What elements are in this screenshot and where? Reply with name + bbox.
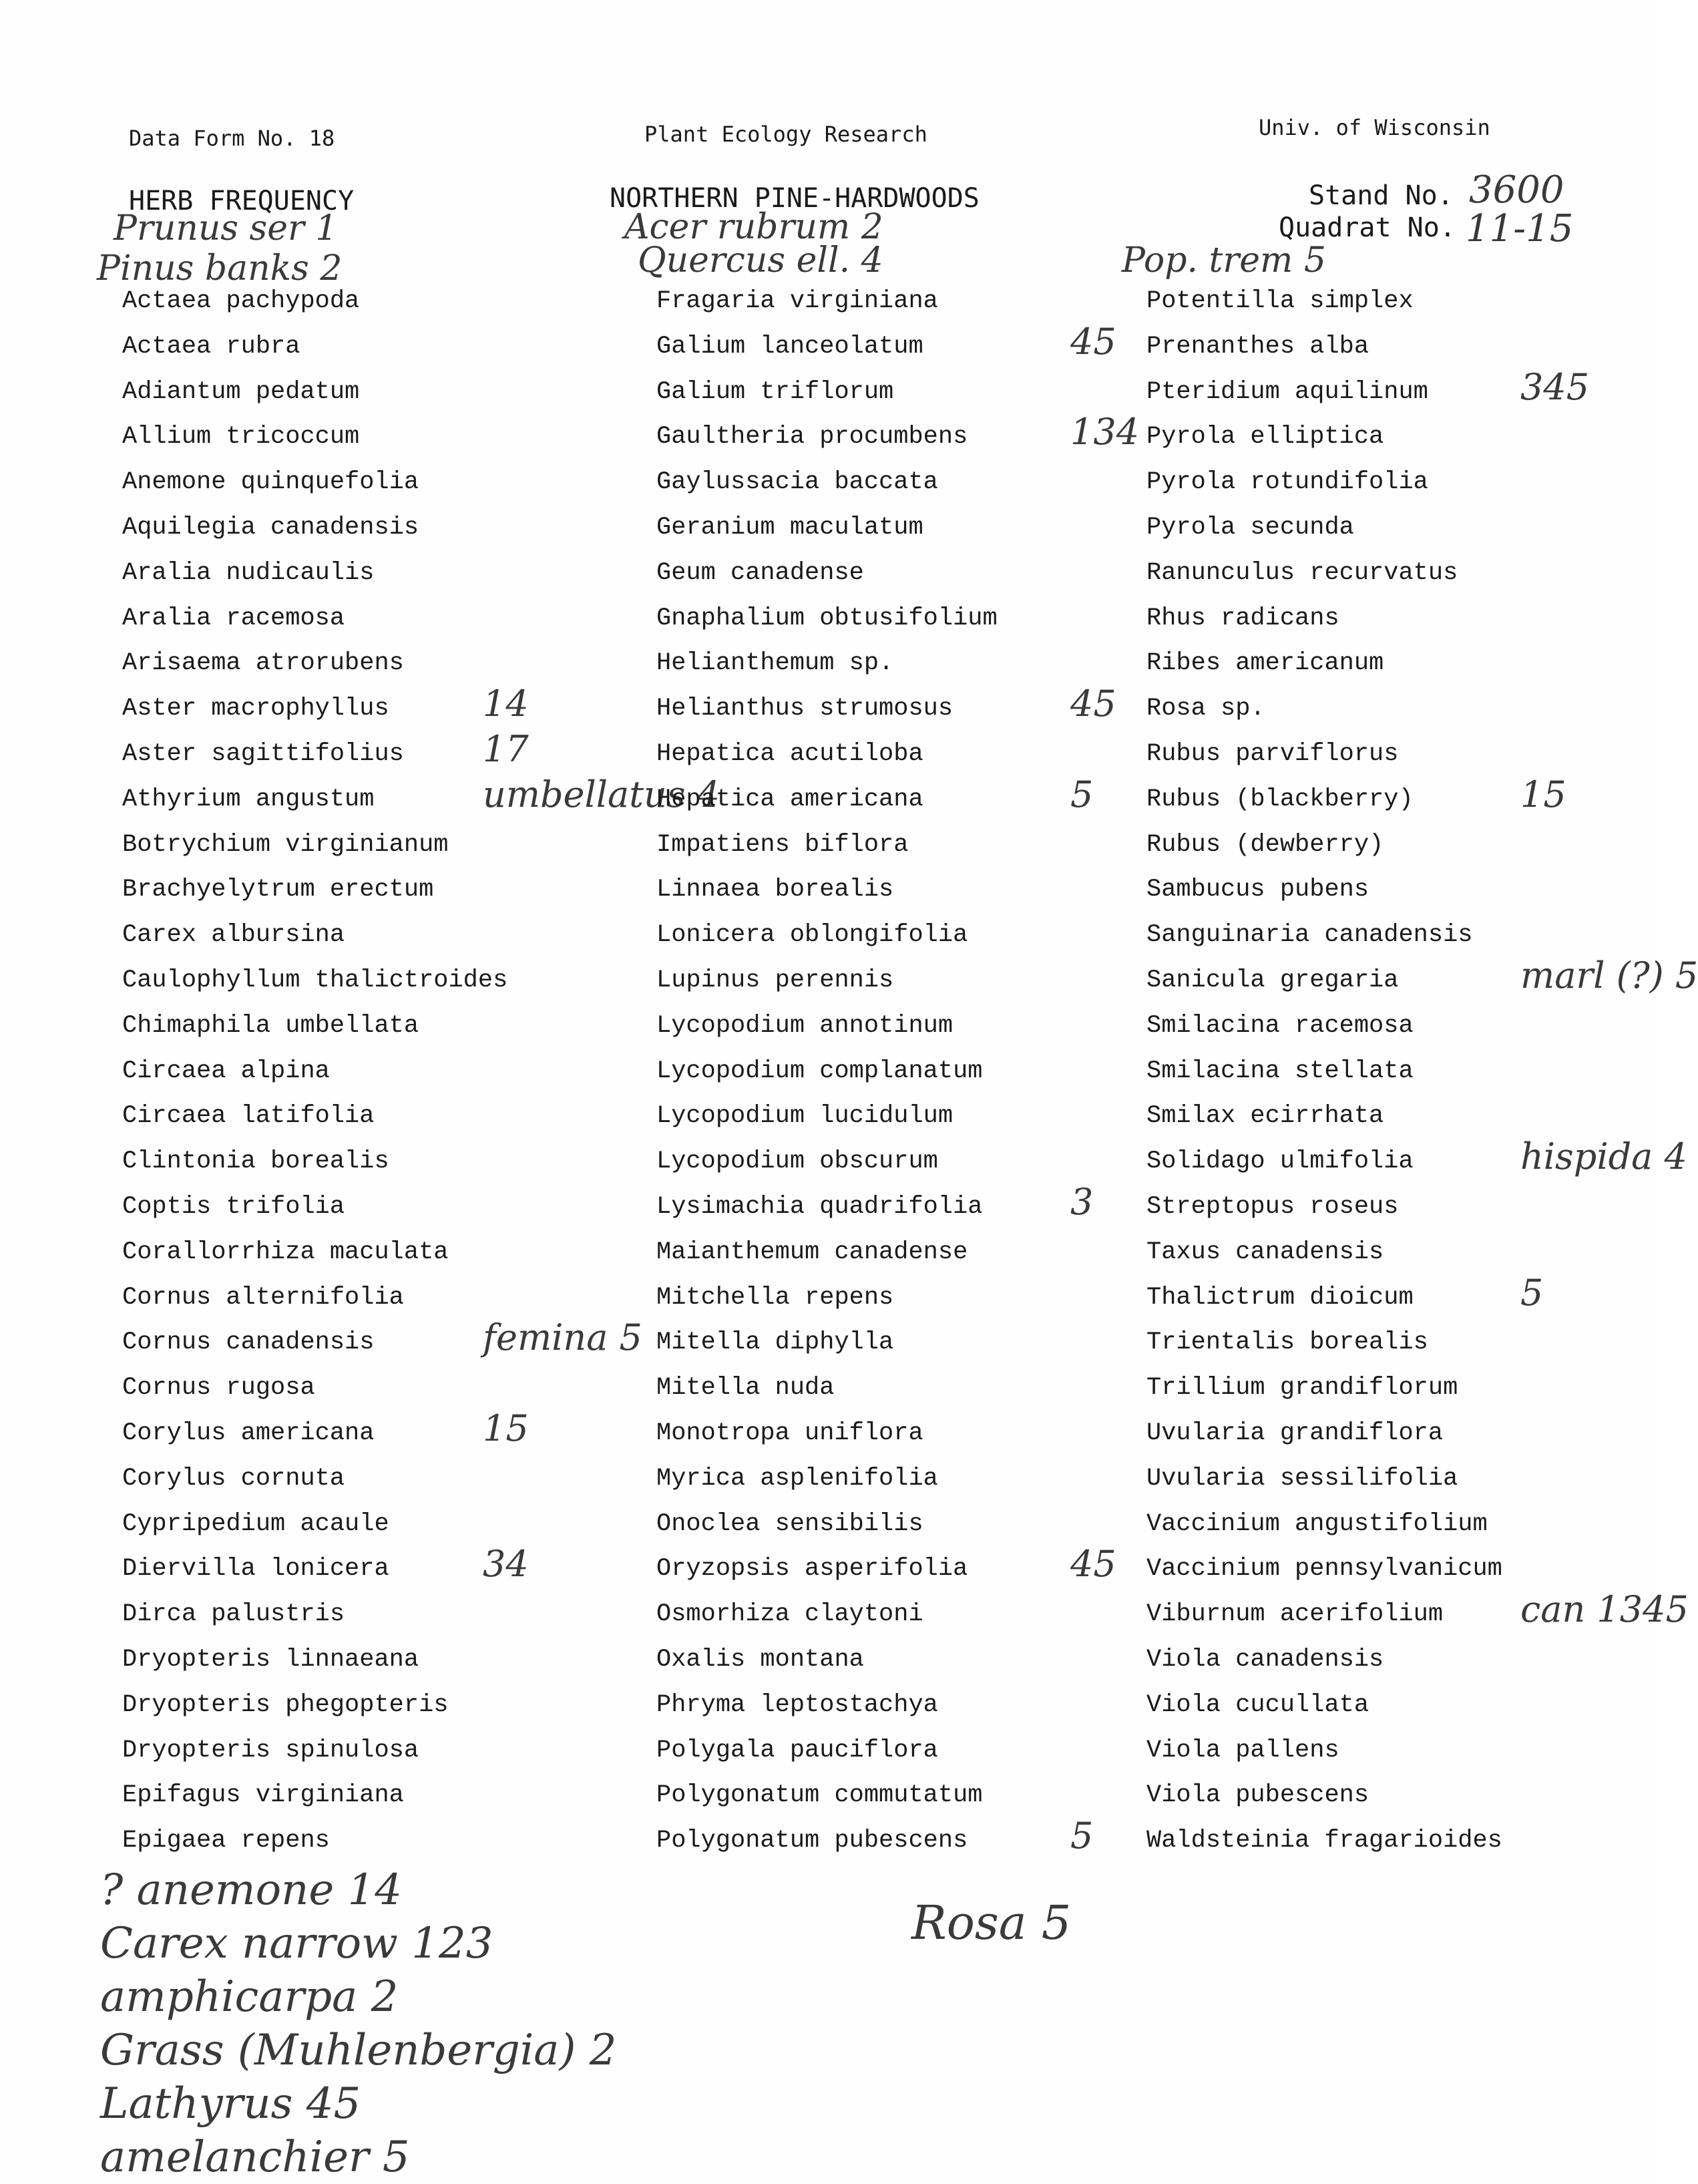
species-row xyxy=(656,1683,1137,1728)
species-name: Dryopteris phegopteris xyxy=(122,1690,449,1719)
species-name: Viola cucullata xyxy=(1146,1690,1369,1719)
frequency-note: 34 xyxy=(483,1543,529,1586)
species-column-3 xyxy=(1146,279,1698,1864)
frequency-note: 14 xyxy=(483,683,529,725)
species-name: Lysimachia quadrifolia xyxy=(656,1192,983,1221)
species-name: Clintonia borealis xyxy=(122,1147,389,1176)
species-name: Mitella diphylla xyxy=(656,1328,894,1357)
species-row xyxy=(122,1366,603,1411)
species-name: Thalictrum dioicum xyxy=(1146,1283,1414,1312)
species-row xyxy=(656,1276,1137,1321)
species-name: Linnaea borealis xyxy=(656,876,894,904)
species-name: Rosa sp. xyxy=(1146,695,1265,723)
species-name: Circaea alpina xyxy=(122,1057,330,1085)
species-row xyxy=(656,596,1137,642)
species-row xyxy=(656,1773,1137,1819)
species-name: Lycopodium complanatum xyxy=(656,1057,983,1085)
stand-value: 3600 xyxy=(1469,168,1564,212)
top-note-left-1: Prunus ser 1 xyxy=(114,208,338,248)
species-row xyxy=(122,596,603,642)
handwritten-addition: Carex narrow 123 xyxy=(100,1919,493,1968)
species-row xyxy=(656,1180,1137,1230)
species-name: Viola pallens xyxy=(1146,1736,1339,1765)
species-name: Rubus parviflorus xyxy=(1146,739,1399,768)
species-row xyxy=(122,1407,603,1457)
species-row xyxy=(656,683,1137,732)
species-row xyxy=(1146,1638,1627,1683)
stand-label: Stand No. xyxy=(1309,180,1454,211)
frequency-note: marl (?) 5 xyxy=(1520,954,1698,996)
frequency-note: 345 xyxy=(1520,365,1590,408)
species-row xyxy=(122,1638,603,1683)
species-name: Myrica asplenifolia xyxy=(656,1464,938,1493)
species-name: Fragaria virginiana xyxy=(656,287,938,315)
species-row xyxy=(656,1543,1137,1592)
species-name: Polygonatum pubescens xyxy=(656,1827,968,1855)
species-name: Monotropa uniflora xyxy=(656,1419,923,1447)
species-row xyxy=(1146,1411,1627,1457)
species-row xyxy=(656,551,1137,596)
species-row xyxy=(122,325,603,370)
species-name: Smilacina racemosa xyxy=(1146,1011,1414,1040)
species-name: Coptis trifolia xyxy=(122,1192,345,1221)
species-row xyxy=(122,913,603,958)
species-name: Hepatica americana xyxy=(656,785,923,813)
species-row xyxy=(656,1638,1137,1683)
species-name: Galium lanceolatum xyxy=(656,332,923,361)
frequency-note: 45 xyxy=(1070,320,1116,363)
species-name: Diervilla lonicera xyxy=(122,1555,389,1584)
species-name: Dryopteris linnaeana xyxy=(122,1645,419,1674)
species-row xyxy=(656,1139,1137,1185)
species-row xyxy=(1146,1135,1687,1185)
species-name: Viola pubescens xyxy=(1146,1781,1369,1810)
species-row xyxy=(122,1773,603,1819)
species-name: Dryopteris spinulosa xyxy=(122,1736,419,1765)
species-name: Trientalis borealis xyxy=(1146,1328,1428,1357)
species-row xyxy=(122,641,603,687)
species-name: Actaea rubra xyxy=(122,332,300,361)
frequency-note: 5 xyxy=(1520,1271,1544,1314)
species-row xyxy=(1146,415,1627,460)
species-row xyxy=(122,1683,603,1728)
species-row xyxy=(122,460,603,506)
species-row xyxy=(1146,868,1627,913)
form-number: Data Form No. 18 xyxy=(129,126,335,151)
species-name: Vaccinium angustifolium xyxy=(1146,1509,1488,1538)
species-name: Mitella nuda xyxy=(656,1374,835,1403)
species-name: Waldsteinia fragarioides xyxy=(1146,1827,1502,1855)
species-row xyxy=(656,1366,1137,1411)
species-row xyxy=(656,411,1140,460)
species-name: Cornus alternifolia xyxy=(122,1283,404,1312)
species-name: Smilax ecirrhata xyxy=(1146,1102,1384,1131)
frequency-note: 5 xyxy=(1070,773,1094,815)
species-name: Lycopodium obscurum xyxy=(656,1147,938,1176)
species-name: Phryma leptostachya xyxy=(656,1690,938,1719)
top-note-left-2: Pinus banks 2 xyxy=(97,248,343,289)
species-name: Vaccinium pennsylvanicum xyxy=(1146,1555,1502,1584)
species-row xyxy=(656,773,1137,823)
species-name: Rubus (blackberry) xyxy=(1146,785,1414,813)
species-name: Pyrola elliptica xyxy=(1146,423,1384,451)
species-name: Arisaema atrorubens xyxy=(122,649,404,678)
species-name: Cornus canadensis xyxy=(122,1328,375,1357)
species-name: Ribes americanum xyxy=(1146,649,1384,678)
species-row xyxy=(122,1139,603,1185)
frequency-note: femina 5 xyxy=(483,1316,642,1359)
species-row xyxy=(122,1049,603,1095)
species-row xyxy=(1146,1502,1627,1548)
species-name: Brachyelytrum erectum xyxy=(122,876,434,904)
species-row xyxy=(122,727,603,777)
frequency-note: 45 xyxy=(1070,683,1116,725)
species-name: Adiantum pedatum xyxy=(122,377,360,406)
species-row xyxy=(1146,913,1627,958)
species-name: Ranunculus recurvatus xyxy=(1146,558,1458,587)
species-name: Oryzopsis asperifolia xyxy=(656,1555,968,1584)
species-row xyxy=(1146,1728,1627,1774)
frequency-note: hispida 4 xyxy=(1520,1135,1687,1178)
species-row xyxy=(1146,506,1627,551)
species-name: Solidago ulmifolia xyxy=(1146,1147,1414,1176)
species-name: Gaylussacia baccata xyxy=(656,468,938,497)
quadrat-label: Quadrat No. xyxy=(1279,212,1456,243)
handwritten-addition: ? anemone 14 xyxy=(100,1865,402,1915)
species-row xyxy=(1146,460,1627,506)
species-row xyxy=(656,868,1137,913)
species-row xyxy=(122,773,720,823)
species-name: Epifagus virginiana xyxy=(122,1781,404,1810)
top-note-center-1: Acer rubrum 2 xyxy=(624,207,883,247)
species-name: Rhus radicans xyxy=(1146,604,1339,632)
species-row xyxy=(1146,687,1627,732)
species-row xyxy=(122,958,603,1004)
handwritten-addition: Lathyrus 45 xyxy=(100,2079,361,2129)
species-row xyxy=(1146,1819,1627,1864)
species-name: Caulophyllum thalictroides xyxy=(122,966,508,994)
species-row xyxy=(656,1230,1137,1276)
species-row xyxy=(1146,773,1627,823)
species-row xyxy=(122,506,603,551)
species-row xyxy=(122,683,603,732)
frequency-note: 5 xyxy=(1070,1815,1094,1857)
species-row xyxy=(1146,551,1627,596)
species-row xyxy=(122,1094,603,1139)
species-name: Oxalis montana xyxy=(656,1645,864,1674)
organization-label: Plant Ecology Research xyxy=(644,122,927,147)
species-row xyxy=(122,1728,603,1774)
species-row xyxy=(656,279,1137,325)
species-name: Galium triflorum xyxy=(656,377,894,406)
species-name: Aralia nudicaulis xyxy=(122,558,375,587)
species-row xyxy=(122,279,603,325)
species-name: Mitchella repens xyxy=(656,1283,894,1312)
frequency-note: 3 xyxy=(1070,1180,1094,1223)
species-column-2 xyxy=(656,279,1140,1864)
species-row xyxy=(122,551,603,596)
species-row xyxy=(656,1049,1137,1095)
species-row xyxy=(122,1819,603,1864)
species-row xyxy=(122,370,603,415)
species-name: Chimaphila umbellata xyxy=(122,1011,419,1040)
frequency-note: 45 xyxy=(1070,1543,1116,1586)
species-row xyxy=(656,1592,1137,1638)
species-row xyxy=(656,320,1137,370)
species-name: Hepatica acutiloba xyxy=(656,739,923,768)
university-label: Univ. of Wisconsin xyxy=(1259,115,1490,140)
species-row xyxy=(1146,1366,1627,1411)
species-name: Sambucus pubens xyxy=(1146,876,1369,904)
species-name: Allium tricoccum xyxy=(122,423,360,451)
handwritten-addition: amelanchier 5 xyxy=(100,2133,410,2182)
species-row xyxy=(656,506,1137,551)
species-row xyxy=(122,823,603,868)
species-row xyxy=(1146,1547,1627,1592)
species-row xyxy=(122,415,603,460)
species-name: Cornus rugosa xyxy=(122,1374,315,1403)
species-row xyxy=(122,1457,603,1502)
species-row xyxy=(1146,325,1627,370)
species-name: Gnaphalium obtusifolium xyxy=(656,604,998,632)
species-name: Botrychium virginianum xyxy=(122,830,449,859)
species-name: Lycopodium lucidulum xyxy=(656,1102,953,1131)
species-row xyxy=(1146,596,1627,642)
species-row xyxy=(1146,1773,1627,1819)
species-row xyxy=(656,913,1137,958)
top-note-center-2: Quercus ell. 4 xyxy=(638,240,883,281)
species-row xyxy=(122,1592,603,1638)
species-row xyxy=(656,1502,1137,1548)
species-name: Potentilla simplex xyxy=(1146,287,1414,315)
species-row xyxy=(1146,1230,1627,1276)
species-name: Aster sagittifolius xyxy=(122,739,404,768)
species-row xyxy=(656,823,1137,868)
species-row xyxy=(656,1728,1137,1774)
handwritten-additions xyxy=(100,1863,616,2184)
species-name: Aralia racemosa xyxy=(122,604,345,632)
species-name: Uvularia grandiflora xyxy=(1146,1419,1444,1447)
species-name: Pyrola secunda xyxy=(1146,513,1354,542)
species-row xyxy=(122,1230,603,1276)
center-title: NORTHERN PINE-HARDWOODS xyxy=(610,183,980,214)
species-name: Pteridium aquilinum xyxy=(1146,377,1428,406)
species-name: Lonicera oblongifolia xyxy=(656,921,968,950)
species-row xyxy=(656,958,1137,1004)
species-name: Geum canadense xyxy=(656,558,864,587)
species-name: Corallorrhiza maculata xyxy=(122,1238,449,1266)
species-row xyxy=(122,1185,603,1230)
frequency-note: 15 xyxy=(1520,773,1566,815)
species-name: Anemone quinquefolia xyxy=(122,468,419,497)
species-row xyxy=(122,1543,603,1592)
species-row xyxy=(122,1004,603,1049)
species-row xyxy=(656,732,1137,777)
species-row xyxy=(1146,1094,1627,1139)
species-row xyxy=(122,1502,603,1548)
species-name: Dirca palustris xyxy=(122,1600,345,1629)
species-row xyxy=(656,1004,1137,1049)
species-row xyxy=(656,1320,1137,1366)
species-row xyxy=(1146,1320,1627,1366)
species-row xyxy=(656,1457,1137,1502)
species-name: Smilacina stellata xyxy=(1146,1057,1414,1085)
species-name: Prenanthes alba xyxy=(1146,332,1369,361)
species-row xyxy=(656,460,1137,506)
species-name: Helianthus strumosus xyxy=(656,695,953,723)
species-name: Sanicula gregaria xyxy=(1146,966,1399,994)
species-name: Maianthemum canadense xyxy=(656,1238,968,1266)
species-name: Viburnum acerifolium xyxy=(1146,1600,1444,1629)
species-row xyxy=(1146,1004,1627,1049)
species-row xyxy=(122,868,603,913)
species-name: Pyrola rotundifolia xyxy=(1146,468,1428,497)
top-note-right-1: Pop. trem 5 xyxy=(1122,240,1326,281)
species-row xyxy=(1146,1588,1689,1638)
species-name: Corylus cornuta xyxy=(122,1464,345,1493)
species-name: Osmorhiza claytoni xyxy=(656,1600,923,1629)
species-column-1 xyxy=(122,279,720,1864)
species-name: Geranium maculatum xyxy=(656,513,923,542)
species-name: Viola canadensis xyxy=(1146,1645,1384,1674)
species-name: Impatiens biflora xyxy=(656,830,909,859)
species-name: Taxus canadensis xyxy=(1146,1238,1384,1266)
species-row xyxy=(1146,1683,1627,1728)
species-name: Streptopus roseus xyxy=(1146,1192,1399,1221)
species-name: Athyrium angustum xyxy=(122,785,375,813)
species-name: Helianthemum sp. xyxy=(656,649,894,678)
species-name: Polygonatum commutatum xyxy=(656,1781,983,1810)
species-row xyxy=(656,1094,1137,1139)
quadrat-value: 11-15 xyxy=(1466,207,1574,250)
species-name: Rubus (dewberry) xyxy=(1146,830,1384,859)
species-row xyxy=(1146,279,1627,325)
species-row xyxy=(1146,1049,1627,1095)
species-name: Carex albursina xyxy=(122,921,345,950)
species-row xyxy=(656,1815,1137,1864)
left-title: HERB FREQUENCY xyxy=(129,186,355,216)
species-name: Lupinus perennis xyxy=(656,966,894,994)
species-row xyxy=(656,641,1137,687)
handwritten-addition: Grass (Muhlenbergia) 2 xyxy=(100,2026,617,2075)
frequency-note: can 1345 xyxy=(1520,1588,1689,1631)
species-name: Epigaea repens xyxy=(122,1827,330,1855)
species-row xyxy=(656,370,1137,415)
species-name: Sanguinaria canadensis xyxy=(1146,921,1473,950)
species-name: Actaea pachypoda xyxy=(122,287,360,315)
species-name: Onoclea sensibilis xyxy=(656,1509,923,1538)
species-row xyxy=(1146,823,1627,868)
frequency-note: umbellatus 4 xyxy=(483,773,720,815)
species-name: Lycopodium annotinum xyxy=(656,1011,953,1040)
species-row xyxy=(1146,1271,1627,1321)
species-name: Gaultheria procumbens xyxy=(656,423,968,451)
species-row xyxy=(1146,954,1698,1004)
species-name: Circaea latifolia xyxy=(122,1102,375,1131)
species-name: Polygala pauciflora xyxy=(656,1736,938,1765)
species-name: Trillium grandiflorum xyxy=(1146,1374,1458,1403)
frequency-note: 17 xyxy=(483,727,529,770)
species-row xyxy=(1146,1185,1627,1230)
species-name: Uvularia sessilifolia xyxy=(1146,1464,1458,1493)
handwritten-addition: amphicarpa 2 xyxy=(100,1972,399,2022)
center-bottom-note: Rosa 5 xyxy=(911,1895,1072,1950)
species-row xyxy=(1146,732,1627,777)
frequency-note: 134 xyxy=(1070,411,1140,453)
species-row xyxy=(1146,641,1627,687)
species-name: Aster macrophyllus xyxy=(122,695,389,723)
species-row xyxy=(122,1276,603,1321)
species-row xyxy=(1146,365,1627,415)
species-row xyxy=(1146,1457,1627,1502)
species-row xyxy=(122,1316,642,1366)
species-name: Corylus americana xyxy=(122,1419,375,1447)
frequency-note: 15 xyxy=(483,1407,529,1449)
species-name: Aquilegia canadensis xyxy=(122,513,419,542)
species-row xyxy=(656,1411,1137,1457)
species-name: Cypripedium acaule xyxy=(122,1509,389,1538)
